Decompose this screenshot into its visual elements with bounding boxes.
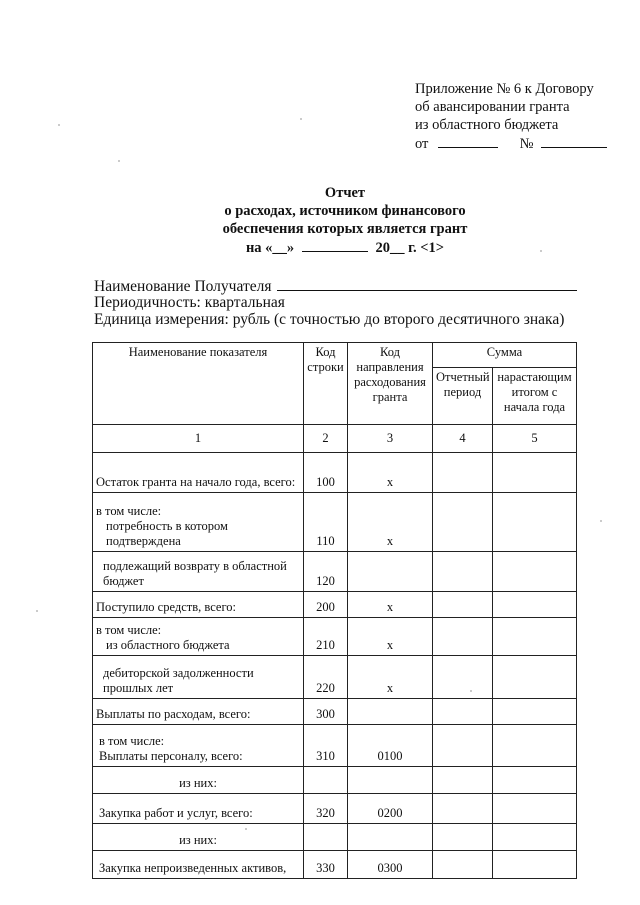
row-cumulative-value [493,453,577,493]
row-period-value [433,824,493,851]
appendix-line: Приложение № 6 к Договору [415,81,594,97]
number-blank [541,134,607,148]
row-label: Остаток гранта на начало года, всего: [93,453,304,493]
row-label [93,725,304,767]
row-label: из них: [93,767,304,794]
date-blank [438,134,498,148]
row-direction: 0200 [348,794,433,824]
row-direction: 0100 [348,725,433,767]
row-code: 300 [304,699,348,725]
row-label-intro: в том числе: [99,734,165,748]
column-number-row [93,425,577,453]
row-direction [348,552,433,592]
row-direction: x [348,656,433,699]
periodicity-line: Периодичность: квартальная [94,294,285,311]
scan-speck [58,124,60,126]
col-number: 4 [433,425,493,453]
row-code: 330 [304,851,348,879]
title-line: Отчет [324,185,366,201]
row-label-intro: в том числе: [96,504,162,518]
recipient-blank [277,276,577,291]
appendix-block [415,80,625,153]
row-period-value [433,767,493,794]
header-sum: Сумма [433,343,577,368]
row-period-value [433,851,493,879]
row-label [93,493,304,552]
table-row [93,453,577,493]
table-row [93,824,577,851]
row-period-value [433,794,493,824]
unit-line: Единица измерения: рубль (с точностью до второго десятичного знака) [94,311,565,328]
row-period-value [433,656,493,699]
row-period-value [433,453,493,493]
row-label [93,656,304,699]
row-cumulative-value [493,699,577,725]
row-code: 200 [304,592,348,618]
row-label-detail: потребность в котором подтверждена [106,519,228,548]
scan-speck [540,250,542,252]
row-direction: 0300 [348,851,433,879]
row-direction: x [348,493,433,552]
row-cumulative-value [493,794,577,824]
title-date-line [200,238,490,257]
row-code [304,824,348,851]
row-cumulative-value [493,851,577,879]
header-period: Отчетный период [433,368,493,425]
row-label: Закупка непроизведенных активов, [93,851,304,879]
row-cumulative-value [493,552,577,592]
row-label: Выплаты по расходам, всего: [93,699,304,725]
table-row [93,552,577,592]
row-period-value [433,552,493,592]
table-row [93,618,577,656]
row-period-value [433,493,493,552]
col-number: 3 [348,425,433,453]
row-code: 210 [304,618,348,656]
row-cumulative-value [493,493,577,552]
row-label-text: подлежащий возврату в областной бюджет [103,559,287,588]
row-code: 220 [304,656,348,699]
row-label-intro: в том числе: [96,623,162,637]
header-cumulative: нарастающим итогом с начала года [493,368,577,425]
row-label-detail: из областного бюджета [106,638,230,652]
table-row [93,794,577,824]
table-row [93,725,577,767]
scan-speck [118,160,120,162]
table-row [93,699,577,725]
header-code-line: Код строки [304,343,348,425]
col-number: 1 [93,425,304,453]
scan-speck [36,610,38,612]
row-label: Закупка работ и услуг, всего: [93,794,304,824]
row-label [93,618,304,656]
title-date-suffix: 20__ г. <1> [375,240,445,256]
title-date-blank [302,238,368,252]
recipient-line [94,276,577,296]
row-code: 320 [304,794,348,824]
row-cumulative-value [493,767,577,794]
col-number: 5 [493,425,577,453]
row-cumulative-value [493,824,577,851]
title-date-prefix: на «__» [245,240,295,256]
row-label: Поступило средств, всего: [93,592,304,618]
table-row [93,851,577,879]
row-cumulative-value [493,592,577,618]
row-label-text: дебиторской задолженности прошлых лет [103,666,254,695]
row-cumulative-value [493,656,577,699]
row-period-value [433,592,493,618]
table-row [93,493,577,552]
appendix-date-number-line [415,134,625,153]
row-direction [348,699,433,725]
row-code: 100 [304,453,348,493]
row-label: из них: [93,824,304,851]
col-number: 2 [304,425,348,453]
report-title [200,184,490,257]
header-code-direction: Код направления расходования гранта [348,343,433,425]
row-direction: x [348,618,433,656]
row-label [93,552,304,592]
title-line: о расходах, источником финансового [224,203,466,219]
row-cumulative-value [493,618,577,656]
row-period-value [433,699,493,725]
row-code: 310 [304,725,348,767]
row-direction [348,824,433,851]
row-direction [348,767,433,794]
table-row [93,592,577,618]
number-label: № [519,136,534,152]
table-row [93,656,577,699]
row-code: 110 [304,493,348,552]
from-label: от [415,136,429,152]
row-period-value [433,725,493,767]
row-period-value [433,618,493,656]
row-direction: x [348,592,433,618]
row-code: 120 [304,552,348,592]
header-row [93,343,577,368]
header-name: Наименование показателя [93,343,304,425]
scan-speck [300,118,302,120]
recipient-label: Наименование Получателя [94,278,272,295]
row-label-detail: Выплаты персоналу, всего: [99,749,243,763]
row-code [304,767,348,794]
appendix-line: об авансировании гранта [415,99,570,115]
report-table [92,342,577,879]
table-row [93,767,577,794]
row-direction: x [348,453,433,493]
scan-speck [600,520,602,522]
row-cumulative-value [493,725,577,767]
title-line: обеспечения которых является грант [222,221,468,237]
appendix-line: из областного бюджета [415,117,559,133]
